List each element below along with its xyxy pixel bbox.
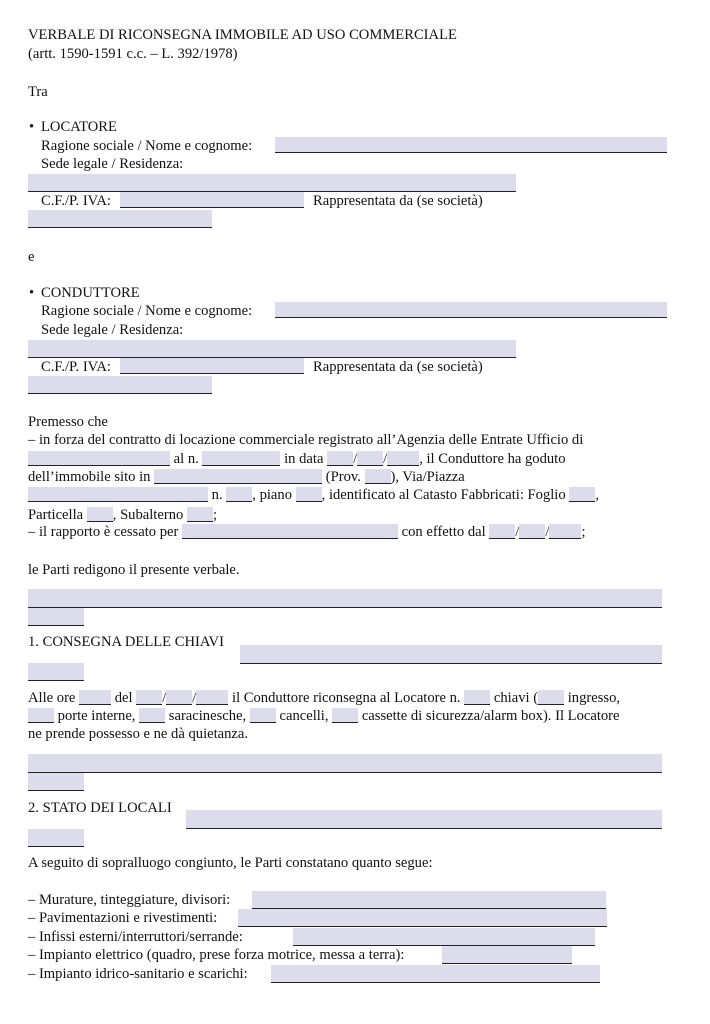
comune-field[interactable] <box>154 469 322 484</box>
stato-item-label: – Pavimentazioni e rivestimenti: <box>28 910 218 926</box>
conduttore-cf-label: C.F./P. IVA: <box>41 359 111 375</box>
prov-label: (Prov. <box>325 469 361 485</box>
particella-field[interactable] <box>87 507 113 522</box>
date-month-field[interactable] <box>357 451 383 466</box>
stato-item-label: – Infissi esterni/interruttori/serrande: <box>28 929 243 945</box>
cessato-label: – il rapporto è cessato per <box>28 524 179 540</box>
conduttore-rappr-field[interactable] <box>28 376 212 394</box>
locatore-cf-label: C.F./P. IVA: <box>41 193 111 209</box>
date-year-field[interactable] <box>196 690 228 705</box>
section1-line1 <box>28 690 620 707</box>
bullet-icon: • <box>29 285 35 301</box>
e-label: e <box>28 249 35 265</box>
del-label: del <box>114 690 133 706</box>
registration-number-field[interactable] <box>202 451 280 466</box>
effetto-date <box>489 524 581 541</box>
cancelli-count-field[interactable] <box>250 708 276 723</box>
cassette-label: cassette di sicurezza/alarm box). Il Locatore <box>361 708 620 724</box>
document-subtitle: (artt. 1590-1591 c.c. – L. 392/1978) <box>28 46 238 62</box>
section1-line3: ne prende possesso e ne dà quietanza. <box>28 726 249 742</box>
document-title: VERBALE DI RICONSEGNA IMMOBILE AD USO COMMERCIALE <box>28 27 457 43</box>
alle-ore-label: Alle ore <box>28 690 76 706</box>
parti-text: le Parti redigono il presente verbale. <box>28 562 240 578</box>
date-year-field[interactable] <box>387 451 419 466</box>
in-data-label: in data <box>284 451 324 467</box>
section1-heading-field-tail[interactable] <box>28 663 84 681</box>
chiavi-label: chiavi ( <box>493 690 539 706</box>
date-year-field[interactable] <box>549 524 581 539</box>
via-field[interactable] <box>28 487 208 502</box>
bullet-icon: • <box>29 119 35 135</box>
date-separator: / <box>383 451 388 467</box>
stato-impianto-elettrico-field[interactable] <box>442 946 572 964</box>
cancelli-label: cancelli, <box>279 708 329 724</box>
prov-field[interactable] <box>365 469 391 484</box>
piano-field[interactable] <box>296 487 322 502</box>
conduttore-ragione-field[interactable] <box>275 302 667 318</box>
ingresso-label: ingresso, <box>567 690 621 706</box>
n-label: n. <box>211 487 223 503</box>
section1-heading-field[interactable] <box>240 645 662 664</box>
conduttore-rappr-label: Rappresentata da (se società) <box>313 359 483 375</box>
date-day-field[interactable] <box>136 690 162 705</box>
notes-field[interactable] <box>28 589 662 608</box>
section2-heading-field[interactable] <box>186 810 662 829</box>
porte-label: porte interne, <box>57 708 136 724</box>
stato-item-label: – Impianto idrico-sanitario e scarichi: <box>28 966 248 982</box>
tra-label: Tra <box>28 84 48 100</box>
consegna-date <box>136 690 228 707</box>
notes-field-tail[interactable] <box>28 608 84 626</box>
goduto-label: , il Conduttore ha goduto <box>419 451 566 467</box>
saracinesche-label: saracinesche, <box>168 708 247 724</box>
locatore-rappr-label: Rappresentata da (se società) <box>313 193 483 209</box>
subalterno-field[interactable] <box>187 507 213 522</box>
section1-notes-field[interactable] <box>28 754 662 773</box>
conduttore-sede-field[interactable] <box>28 340 516 358</box>
stato-item-label: – Impianto elettrico (quadro, prese forza motrice, messa a terra): <box>28 947 405 963</box>
section1-line2 <box>28 708 620 725</box>
comma: , <box>595 487 599 503</box>
civic-number-field[interactable] <box>226 487 252 502</box>
ufficio-field[interactable] <box>28 451 170 466</box>
date-separator: / <box>162 690 167 706</box>
premesso-line2 <box>28 451 566 468</box>
semicolon: ; <box>581 524 586 540</box>
section2-intro: A seguito di sopralluogo congiunto, le Parti constatano quanto segue: <box>28 855 433 871</box>
section1-heading: 1. CONSEGNA DELLE CHIAVI <box>28 634 224 650</box>
premesso-line5 <box>28 507 217 524</box>
piano-label: , piano <box>252 487 292 503</box>
effetto-label: con effetto dal <box>401 524 486 540</box>
section2-heading: 2. STATO DEI LOCALI <box>28 800 172 816</box>
date-separator: / <box>353 451 358 467</box>
locatore-sede-label: Sede legale / Residenza: <box>41 156 184 172</box>
premesso-line4 <box>28 487 599 504</box>
via-label: ), Via/Piazza <box>390 469 465 485</box>
locatore-ragione-label: Ragione sociale / Nome e cognome: <box>41 138 253 154</box>
premesso-line6 <box>28 524 586 541</box>
al-n-label: al n. <box>173 451 199 467</box>
registration-date <box>327 451 419 468</box>
subalterno-label: , Subalterno <box>112 507 184 523</box>
date-separator: / <box>515 524 520 540</box>
date-separator: / <box>545 524 550 540</box>
locatore-ragione-field[interactable] <box>275 137 667 153</box>
conduttore-heading: CONDUTTORE <box>41 285 140 301</box>
locatore-sede-field[interactable] <box>28 174 516 192</box>
porte-count-field[interactable] <box>28 708 54 723</box>
stato-pavimentazioni-field[interactable] <box>238 909 607 927</box>
conduttore-sede-label: Sede legale / Residenza: <box>41 322 184 338</box>
particella-label: Particella <box>28 507 84 523</box>
stato-infissi-field[interactable] <box>293 928 595 946</box>
date-month-field[interactable] <box>166 690 192 705</box>
chiavi-count-field[interactable] <box>464 690 490 705</box>
conduttore-ragione-label: Ragione sociale / Nome e cognome: <box>41 303 253 319</box>
premesso-intro: Premesso che <box>28 414 108 430</box>
stato-impianto-idrico-field[interactable] <box>271 965 600 983</box>
stato-murature-field[interactable] <box>252 891 606 909</box>
premesso-line3 <box>28 469 465 486</box>
ora-field[interactable] <box>79 690 111 705</box>
cassette-count-field[interactable] <box>332 708 358 723</box>
ingresso-count-field[interactable] <box>538 690 564 705</box>
locatore-rappr-field[interactable] <box>28 210 212 228</box>
date-day-field[interactable] <box>327 451 353 466</box>
stato-item-label: – Murature, tinteggiature, divisori: <box>28 892 231 908</box>
premesso-line1: – in forza del contratto di locazione commerciale registrato all’Agenzia delle Entrate Ufficio di <box>28 432 584 448</box>
riconsegna-label: il Conduttore riconsegna al Locatore n. <box>232 690 461 706</box>
locatore-cf-field[interactable] <box>120 192 304 208</box>
semicolon: ; <box>212 507 218 523</box>
date-day-field[interactable] <box>489 524 515 539</box>
section2-heading-field-tail[interactable] <box>28 829 84 847</box>
cessazione-motivo-field[interactable] <box>182 524 398 539</box>
date-separator: / <box>192 690 197 706</box>
catasto-label: , identificato al Catasto Fabbricati: Foglio <box>321 487 566 503</box>
section1-notes-field-tail[interactable] <box>28 773 84 791</box>
date-month-field[interactable] <box>519 524 545 539</box>
saracinesche-count-field[interactable] <box>139 708 165 723</box>
sito-in-label: dell’immobile sito in <box>28 469 151 485</box>
conduttore-cf-field[interactable] <box>120 358 304 374</box>
foglio-field[interactable] <box>569 487 595 502</box>
locatore-heading: LOCATORE <box>41 119 117 135</box>
